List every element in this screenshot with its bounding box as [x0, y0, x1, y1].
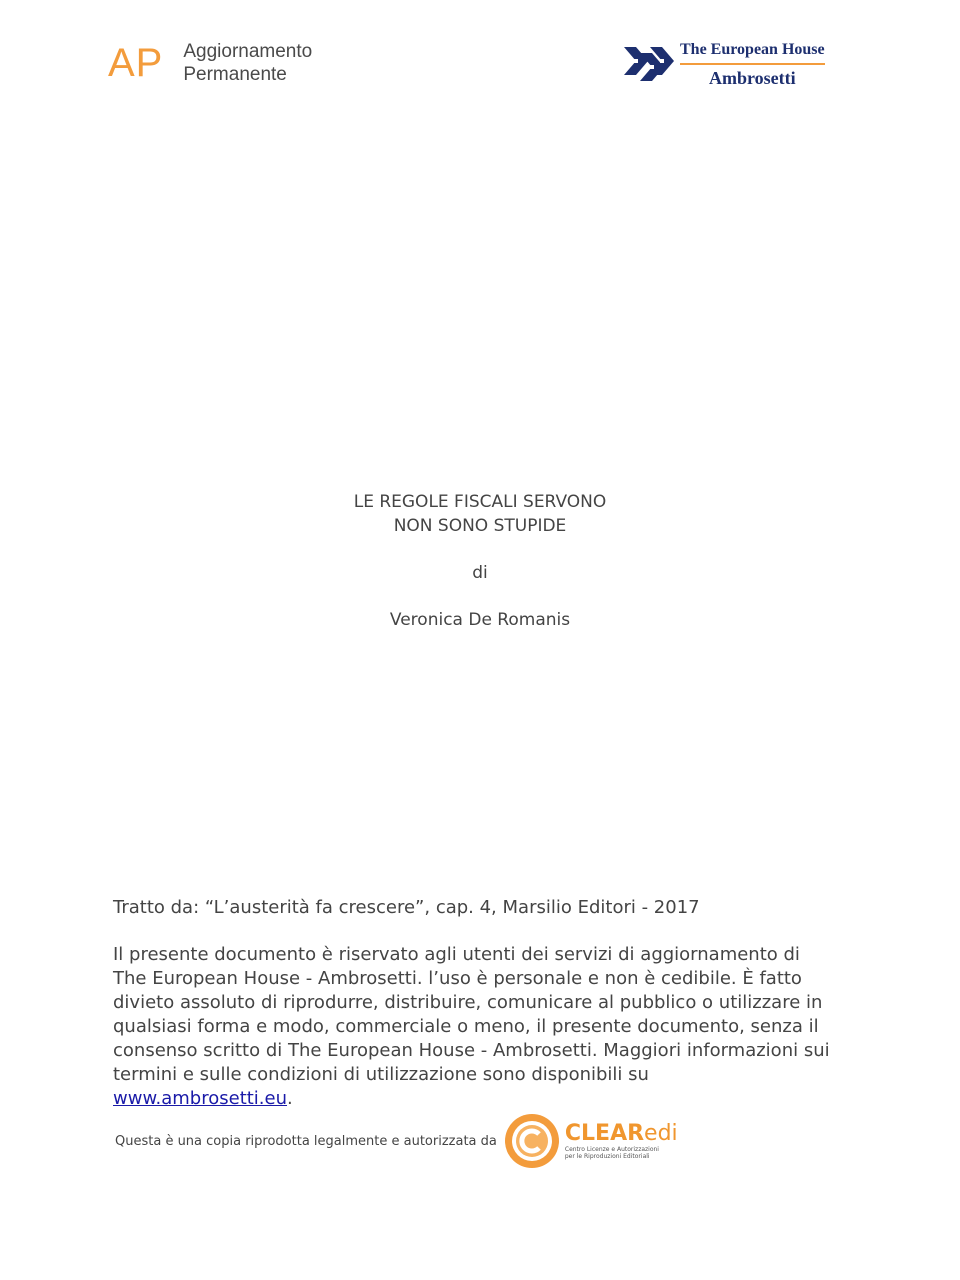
clearedi-c-icon [503, 1112, 561, 1170]
footer [115, 1112, 678, 1170]
ap-logo-letters: AP [108, 41, 164, 85]
ap-logo [108, 40, 312, 86]
european-house-line1: The European House [680, 40, 825, 65]
title-line2: NON SONO STUPIDE [393, 516, 567, 536]
clearedi-name-bold: CLEAR [564, 1121, 645, 1146]
clearedi-name [565, 1122, 678, 1146]
ap-logo-words [183, 40, 312, 86]
ap-logo-line2: Permanente [183, 64, 287, 85]
clearedi-name-light: edi [644, 1121, 678, 1146]
title-line1: LE REGOLE FISCALI SERVONO [353, 492, 607, 512]
author-name: Veronica De Romanis [389, 610, 571, 630]
source-citation: Tratto da: “L’austerità fa crescere”, cap. 4, Marsilio Editori - 2017 [113, 897, 700, 918]
title-by: di [472, 563, 488, 583]
european-house-wordmark [680, 40, 825, 89]
european-house-logo [624, 40, 825, 89]
clearedi-logo [503, 1112, 678, 1170]
notice-end: . [287, 1088, 293, 1109]
clearedi-wordmark [565, 1122, 678, 1160]
copyright-notice [113, 943, 833, 1111]
european-house-line2: Ambrosetti [708, 68, 796, 88]
ambrosetti-link[interactable]: www.ambrosetti.eu [113, 1088, 288, 1109]
clearedi-subtitle-1: Centro Licenze e Autorizzazioni [564, 1146, 659, 1153]
european-house-mark-icon [624, 43, 674, 87]
ap-logo-line1: Aggiornamento [183, 41, 313, 62]
clearedi-subtitle-2: per le Riproduzioni Editoriali [564, 1153, 650, 1160]
notice-text: Il presente documento è riservato agli utenti dei servizi di aggiornamento di The European House - Ambrosetti. l’uso è personale e non è cedibile. È fatto divieto assoluto di riprodurre, distribuire, comunicare al pubblico o utilizzare in qualsiasi forma e modo, commerciale o meno, il presente documento, senza il consenso scritto di The European House - Ambrosetti. Maggiori informazioni sui termini e sulle condizioni di utilizzazione sono disponibili su [113, 944, 830, 1085]
title-block [0, 490, 960, 632]
footer-authorization-text: Questa è una copia riprodotta legalmente e autorizzata da [115, 1133, 497, 1149]
